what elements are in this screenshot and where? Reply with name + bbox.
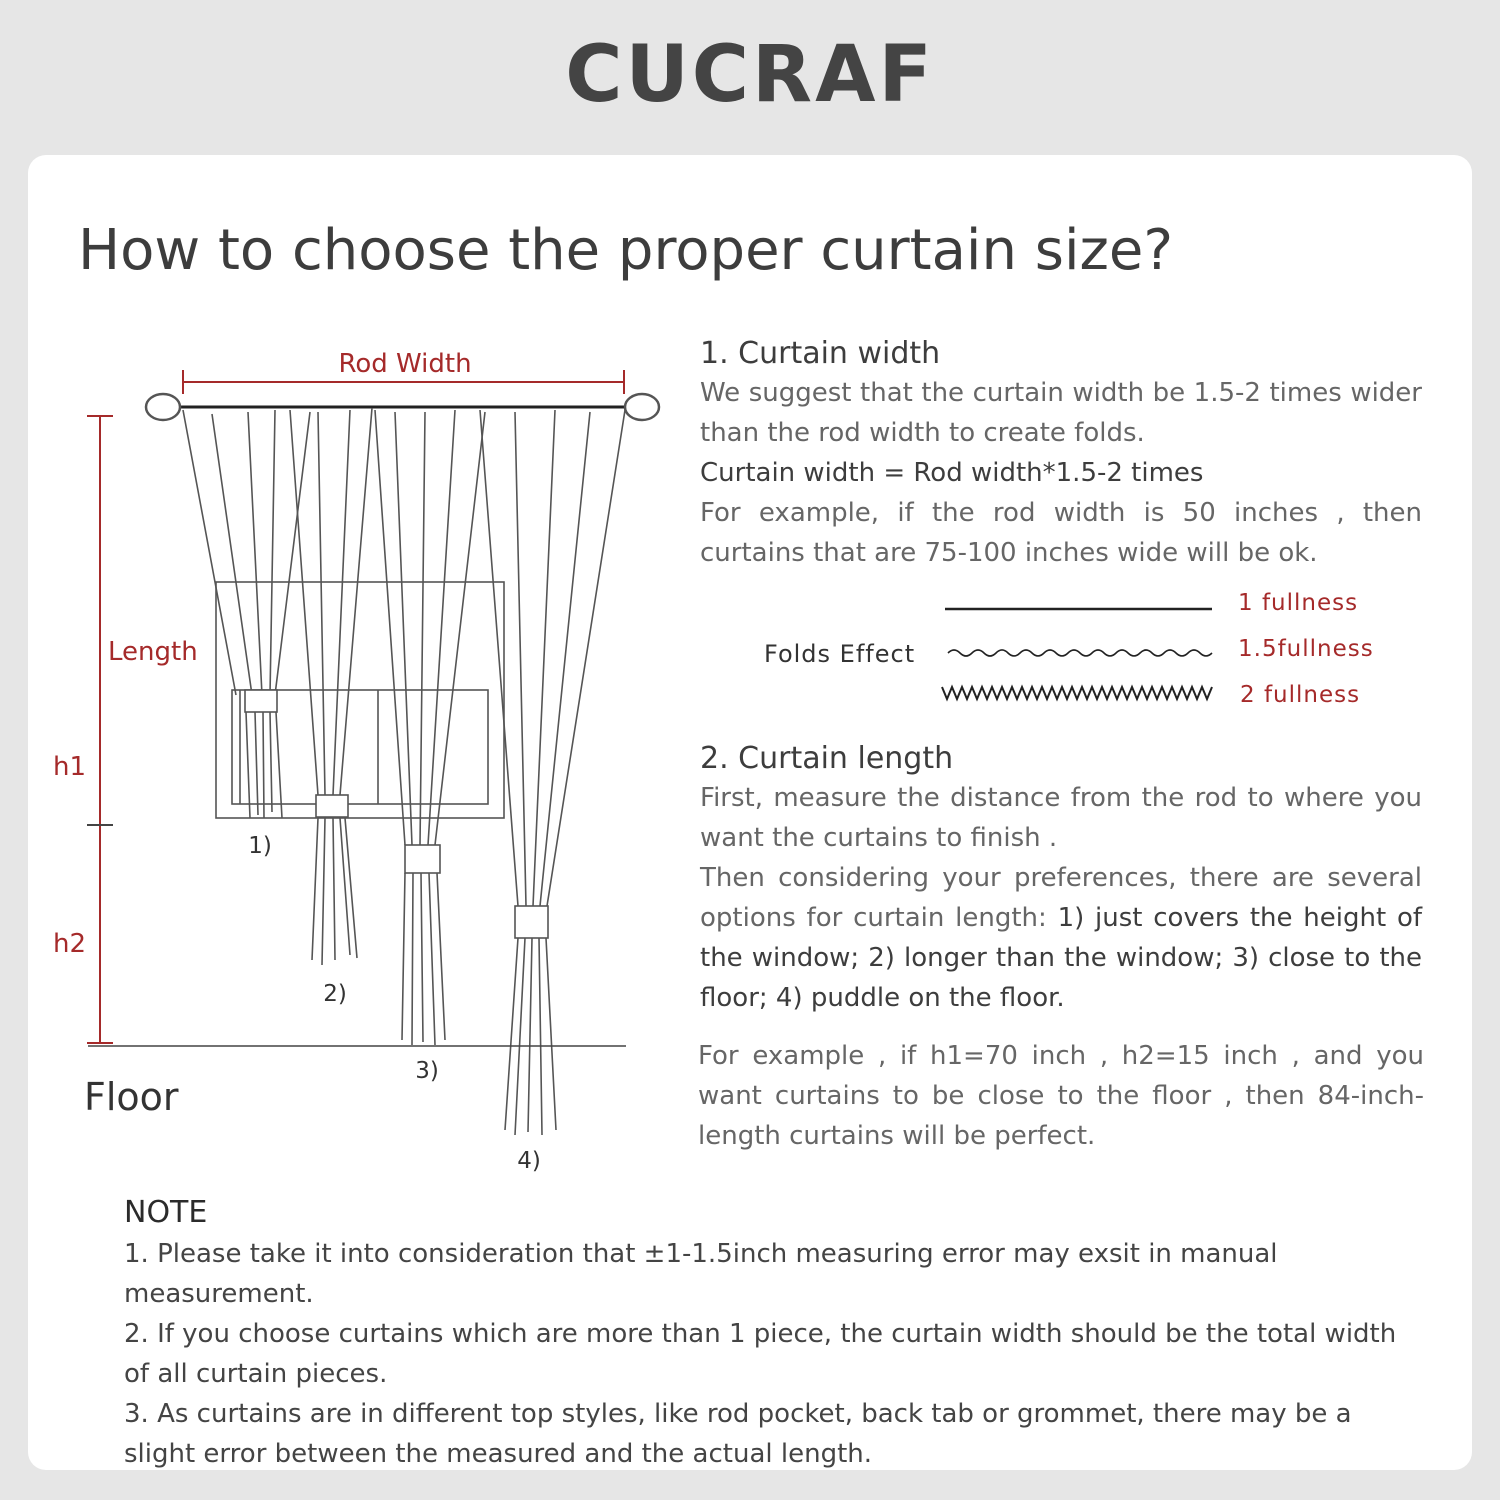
- curtain-diagram: [0, 0, 700, 1190]
- note-item-3: 3. As curtains are in different top styles, like rod pocket, back tab or grommet, there may be a slight error between the measured and the actual length.: [124, 1399, 1352, 1469]
- section-2-para-3: For example , if h1=70 inch , h2=15 inch , and you want curtains to be close to the floor , then 84-inch-length curtains will be perfect.: [698, 1041, 1424, 1151]
- section-2-options: 1) just covers the height of the window; 2) longer than the window; 3) close to the floor; 4) puddle on the floor.: [700, 903, 1422, 1013]
- brand-logo: CUCRAF: [565, 30, 935, 120]
- note-item-1: 1. Please take it into consideration that ±1-1.5inch measuring error may exsit in manual measurement.: [124, 1239, 1278, 1309]
- section-2-heading: 2. Curtain length: [700, 741, 954, 776]
- section-2-para-2: [700, 858, 1422, 1018]
- height-dimension: [87, 416, 113, 1043]
- section-1-formula: Curtain width = Rod width*1.5-2 times: [700, 458, 1204, 488]
- h2-label: h2: [53, 929, 87, 959]
- fold-label-2: 1.5fullness: [1238, 636, 1374, 662]
- rod-width-label: Rod Width: [338, 349, 472, 379]
- rod-finial-left: [146, 394, 180, 420]
- fold-label-3: 2 fullness: [1240, 682, 1361, 708]
- curtain-option-4: [480, 410, 625, 1135]
- page-title: How to choose the proper curtain size?: [78, 218, 1174, 283]
- fold-label-1: 1 fullness: [1238, 590, 1359, 616]
- option-label-1: 1): [248, 833, 272, 859]
- option-label-4: 4): [517, 1148, 541, 1174]
- section-curtain-width: [700, 336, 1422, 573]
- curtain-option-2: [290, 408, 372, 965]
- fold-line-1-5: [948, 650, 1212, 656]
- section-1-heading: 1. Curtain width: [700, 336, 941, 371]
- h1-label: h1: [53, 752, 87, 782]
- note-title: NOTE: [124, 1195, 208, 1230]
- floor-label: Floor: [84, 1075, 179, 1119]
- section-2-example: [698, 1036, 1424, 1156]
- folds-effect-lines: [940, 595, 1215, 710]
- note-item-2: 2. If you choose curtains which are more than 1 piece, the curtain width should be the total width of all curtain pieces.: [124, 1319, 1397, 1389]
- note-block: [124, 1195, 1424, 1474]
- section-curtain-length: [700, 741, 1422, 1018]
- length-label: Length: [108, 637, 198, 667]
- folds-effect-label: Folds Effect: [764, 640, 916, 668]
- section-2-para-2-lead: Then considering your preferences, there are several options for curtain length:: [700, 863, 1422, 933]
- section-2-para-1: First, measure the distance from the rod to where you want the curtains to finish .: [700, 783, 1422, 853]
- section-1-para-2: For example, if the rod width is 50 inches , then curtains that are 75-100 inches wide will be ok.: [700, 498, 1422, 568]
- section-1-para-1: We suggest that the curtain width be 1.5-2 times wider than the rod width to create folds.: [700, 378, 1422, 448]
- rod-finial-right: [625, 394, 659, 420]
- option-label-3: 3): [415, 1058, 439, 1084]
- curtain-option-3: [375, 410, 485, 1045]
- curtain-option-1: [183, 410, 310, 818]
- option-label-2: 2): [323, 981, 347, 1007]
- fold-line-2: [942, 687, 1212, 699]
